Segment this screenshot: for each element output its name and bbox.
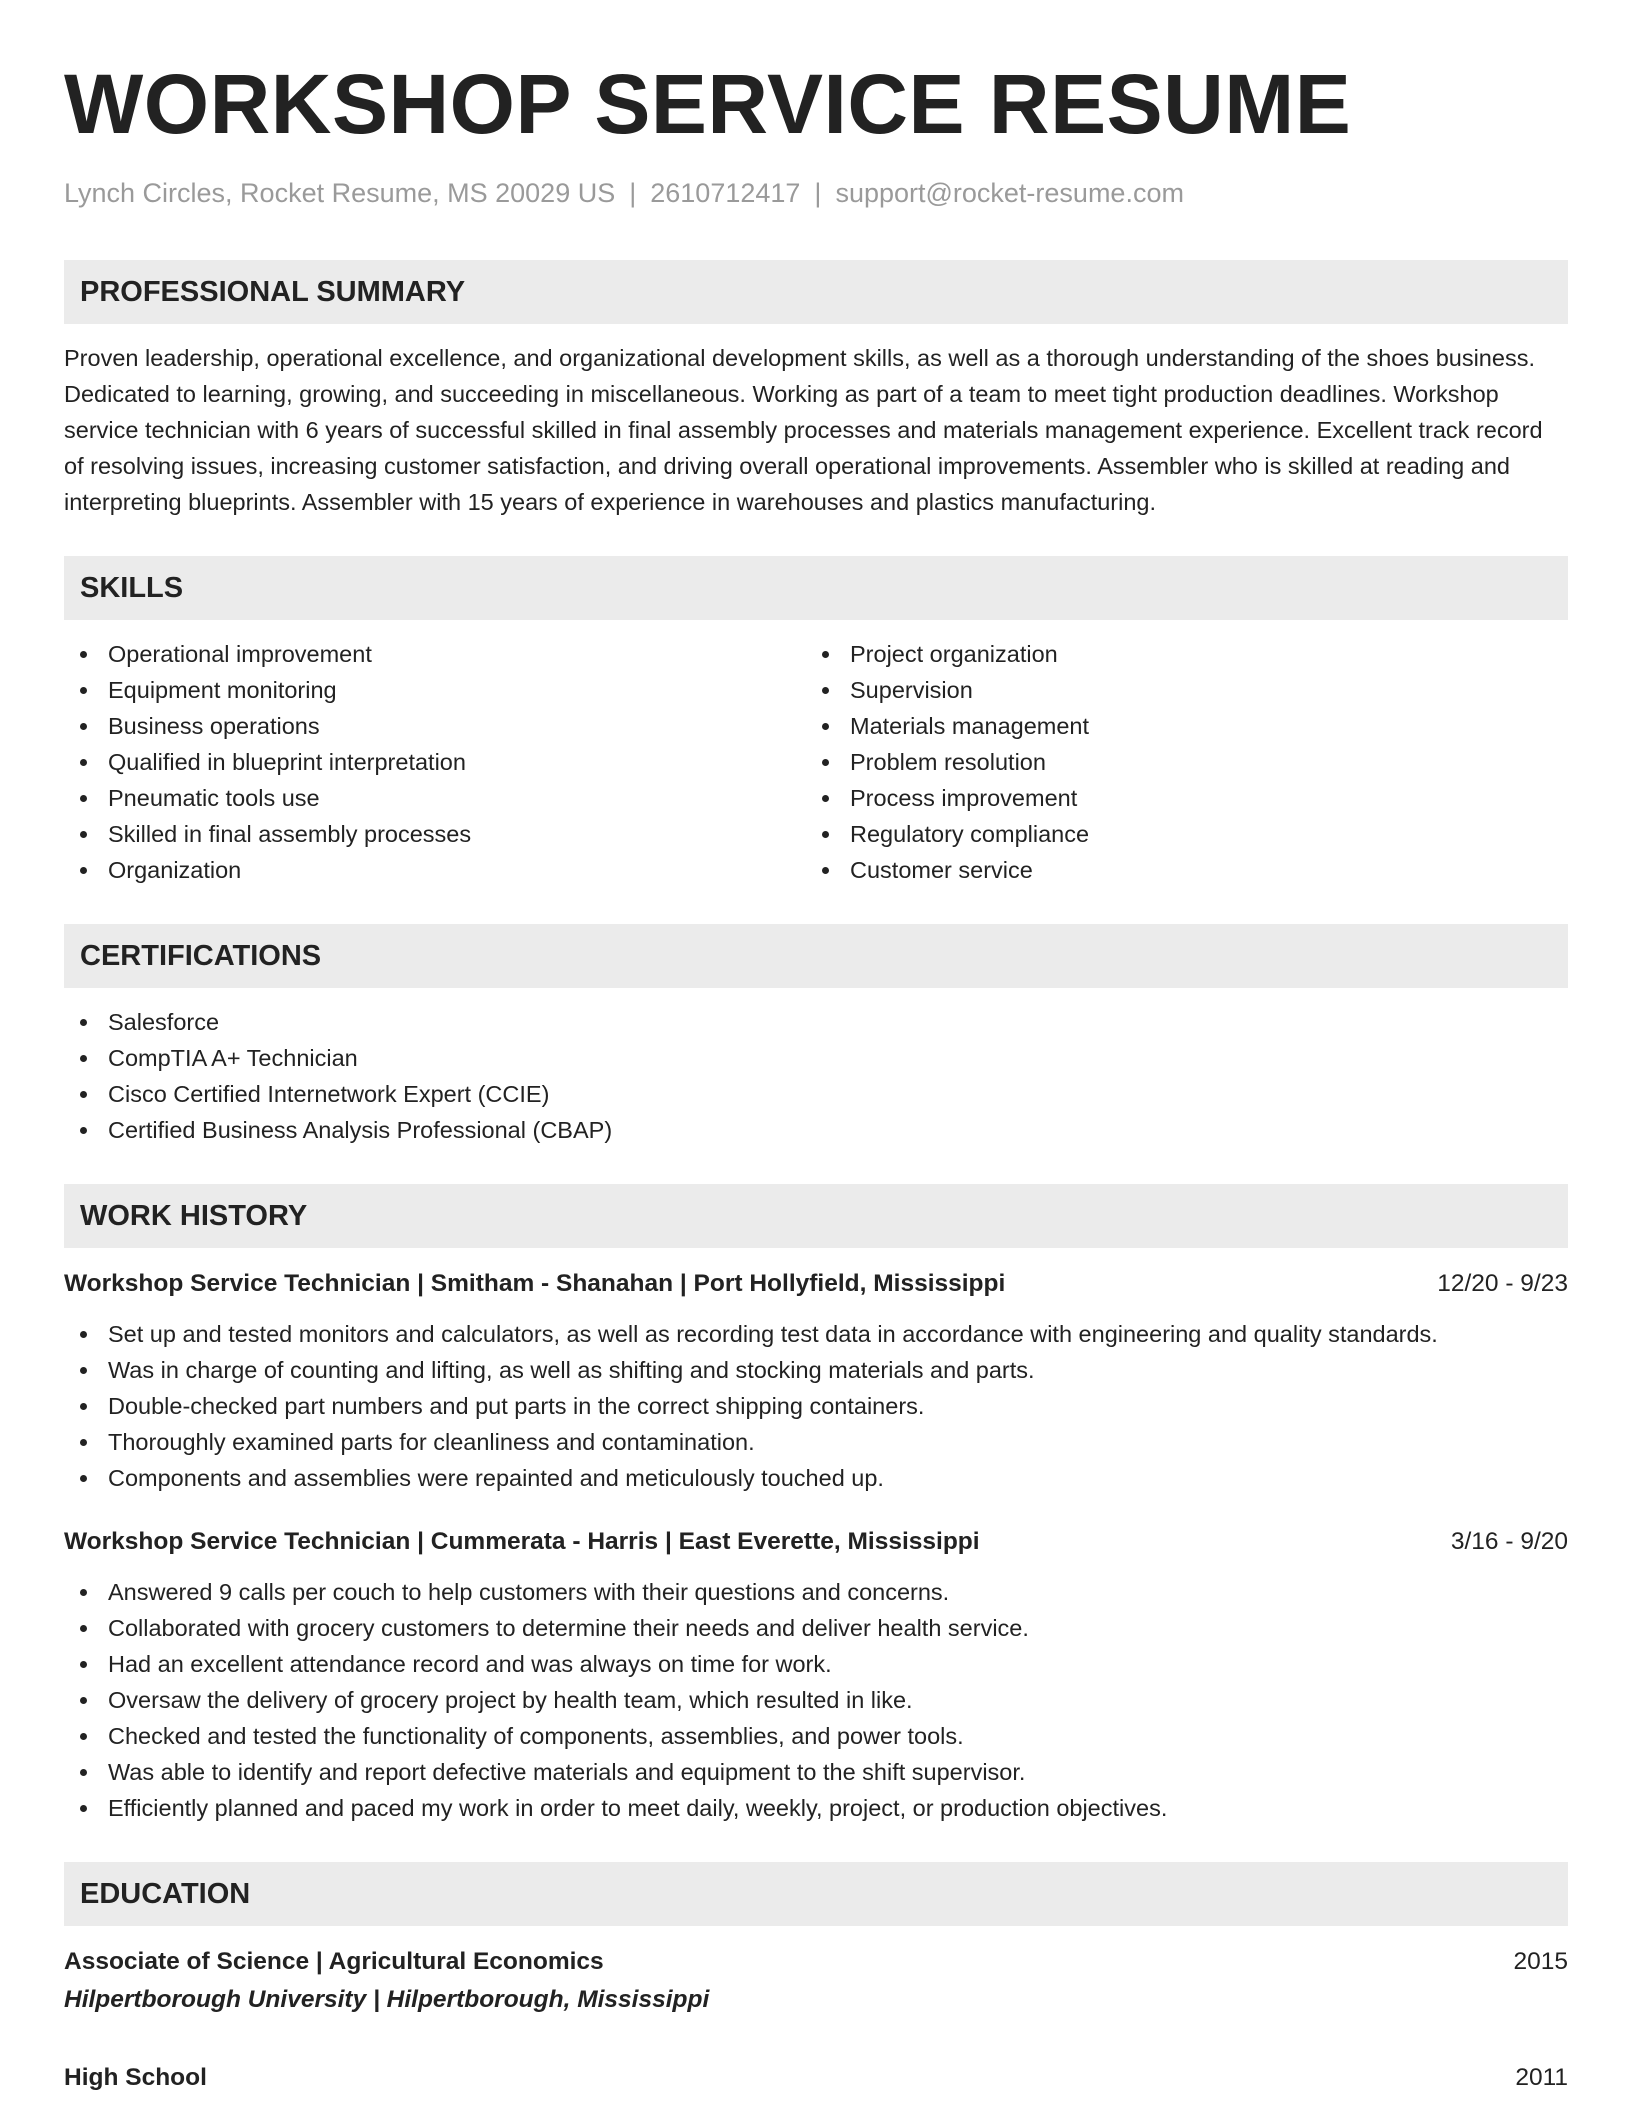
contact-email: support@rocket-resume.com — [835, 178, 1184, 208]
contact-line — [64, 176, 1568, 210]
job-entry — [64, 1266, 1568, 1496]
job-bullet: Set up and tested monitors and calculators, as well as recording test data in accordance with engineering and quality standards. — [64, 1316, 1568, 1352]
education-year: 2011 — [1515, 2064, 1568, 2091]
skill-item: Organization — [64, 852, 806, 888]
skill-item: Materials management — [806, 708, 1548, 744]
job-bullet: Components and assemblies were repainted and meticulously touched up. — [64, 1460, 1568, 1496]
section-header-certifications: CERTIFICATIONS — [64, 924, 1568, 988]
summary-section — [64, 260, 1568, 520]
certifications-list — [64, 1004, 1568, 1148]
job-title-line: Workshop Service Technician | Cummerata - Harris | East Everette, Mississippi — [64, 1528, 980, 1555]
job-bullet: Checked and tested the functionality of components, assemblies, and power tools. — [64, 1718, 1568, 1754]
education-year: 2015 — [1513, 1948, 1568, 1975]
education-school: Hilpertborough University | Hilpertborough, Mississippi — [64, 1986, 710, 2013]
certification-item: CompTIA A+ Technician — [64, 1040, 1568, 1076]
job-heading — [64, 1266, 1568, 1302]
work-history-section — [64, 1184, 1568, 1826]
education-section — [64, 1862, 1568, 2096]
certification-item: Certified Business Analysis Professional (CBAP) — [64, 1112, 1568, 1148]
skills-columns — [64, 620, 1568, 888]
skill-item: Qualified in blueprint interpretation — [64, 744, 806, 780]
skills-section — [64, 556, 1568, 888]
skill-item: Skilled in final assembly processes — [64, 816, 806, 852]
contact-separator: | — [629, 178, 637, 208]
skills-list-right — [806, 636, 1548, 888]
skill-item: Supervision — [806, 672, 1548, 708]
contact-phone: 2610712417 — [650, 178, 801, 208]
skill-item: Process improvement — [806, 780, 1548, 816]
skill-item: Business operations — [64, 708, 806, 744]
job-bullet: Oversaw the delivery of grocery project by health team, which resulted in like. — [64, 1682, 1568, 1718]
job-bullet: Had an excellent attendance record and was always on time for work. — [64, 1646, 1568, 1682]
job-bullet: Efficiently planned and paced my work in order to meet daily, weekly, project, or production objectives. — [64, 1790, 1568, 1826]
job-bullet: Was able to identify and report defective materials and equipment to the shift supervisor. — [64, 1754, 1568, 1790]
contact-address: Lynch Circles, Rocket Resume, MS 20029 US — [64, 178, 616, 208]
contact-separator: | — [814, 178, 822, 208]
skill-item: Equipment monitoring — [64, 672, 806, 708]
job-dates: 3/16 - 9/20 — [1450, 1528, 1568, 1555]
job-bullet: Double-checked part numbers and put parts in the correct shipping containers. — [64, 1388, 1568, 1424]
job-bullet: Thoroughly examined parts for cleanliness and contamination. — [64, 1424, 1568, 1460]
section-header-education: EDUCATION — [64, 1862, 1568, 1926]
skill-item: Customer service — [806, 852, 1548, 888]
section-header-skills: SKILLS — [64, 556, 1568, 620]
job-bullets — [64, 1574, 1568, 1826]
job-entry — [64, 1524, 1568, 1826]
skill-item: Problem resolution — [806, 744, 1548, 780]
certification-item: Cisco Certified Internetwork Expert (CCIE) — [64, 1076, 1568, 1112]
education-degree: High School — [64, 2064, 207, 2091]
job-bullet: Answered 9 calls per couch to help customers with their questions and concerns. — [64, 1574, 1568, 1610]
job-bullets — [64, 1316, 1568, 1496]
resume-title: WORKSHOP SERVICE RESUME — [64, 57, 1352, 151]
skill-item: Project organization — [806, 636, 1548, 672]
education-entry — [64, 1944, 1568, 2020]
job-bullet: Was in charge of counting and lifting, as well as shifting and stocking materials and parts. — [64, 1352, 1568, 1388]
education-degree: Associate of Science | Agricultural Economics — [64, 1948, 604, 1975]
resume-content — [64, 58, 1568, 2096]
section-header-summary: PROFESSIONAL SUMMARY — [64, 260, 1568, 324]
job-dates: 12/20 - 9/23 — [1437, 1270, 1568, 1297]
summary-text: Proven leadership, operational excellence, and organizational development skills, as well as a thorough understanding of the shoes business. Dedicated to learning, growing, and succeeding in miscellaneous. Working as part of a team to meet tight production deadlines. Workshop service technician with 6 years of successful skilled in final assembly processes and materials management experience. Excellent track record of resolving issues, increasing customer satisfaction, and driving overall operational improvements. Assembler who is skilled at reading and interpreting blueprints. Assembler with 15 years of experience in warehouses and plastics manufacturing. — [64, 345, 1543, 515]
job-bullet: Collaborated with grocery customers to determine their needs and deliver health service. — [64, 1610, 1568, 1646]
certification-item: Salesforce — [64, 1004, 1568, 1040]
education-entry — [64, 2060, 1568, 2096]
skill-item: Regulatory compliance — [806, 816, 1548, 852]
skill-item: Operational improvement — [64, 636, 806, 672]
job-title-line: Workshop Service Technician | Smitham - Shanahan | Port Hollyfield, Mississippi — [64, 1270, 1006, 1297]
section-header-work-history: WORK HISTORY — [64, 1184, 1568, 1248]
skills-list-left — [64, 636, 806, 888]
certifications-section — [64, 924, 1568, 1148]
education-heading — [64, 2060, 1568, 2096]
skill-item: Pneumatic tools use — [64, 780, 806, 816]
job-heading — [64, 1524, 1568, 1560]
education-heading — [64, 1944, 1568, 1980]
